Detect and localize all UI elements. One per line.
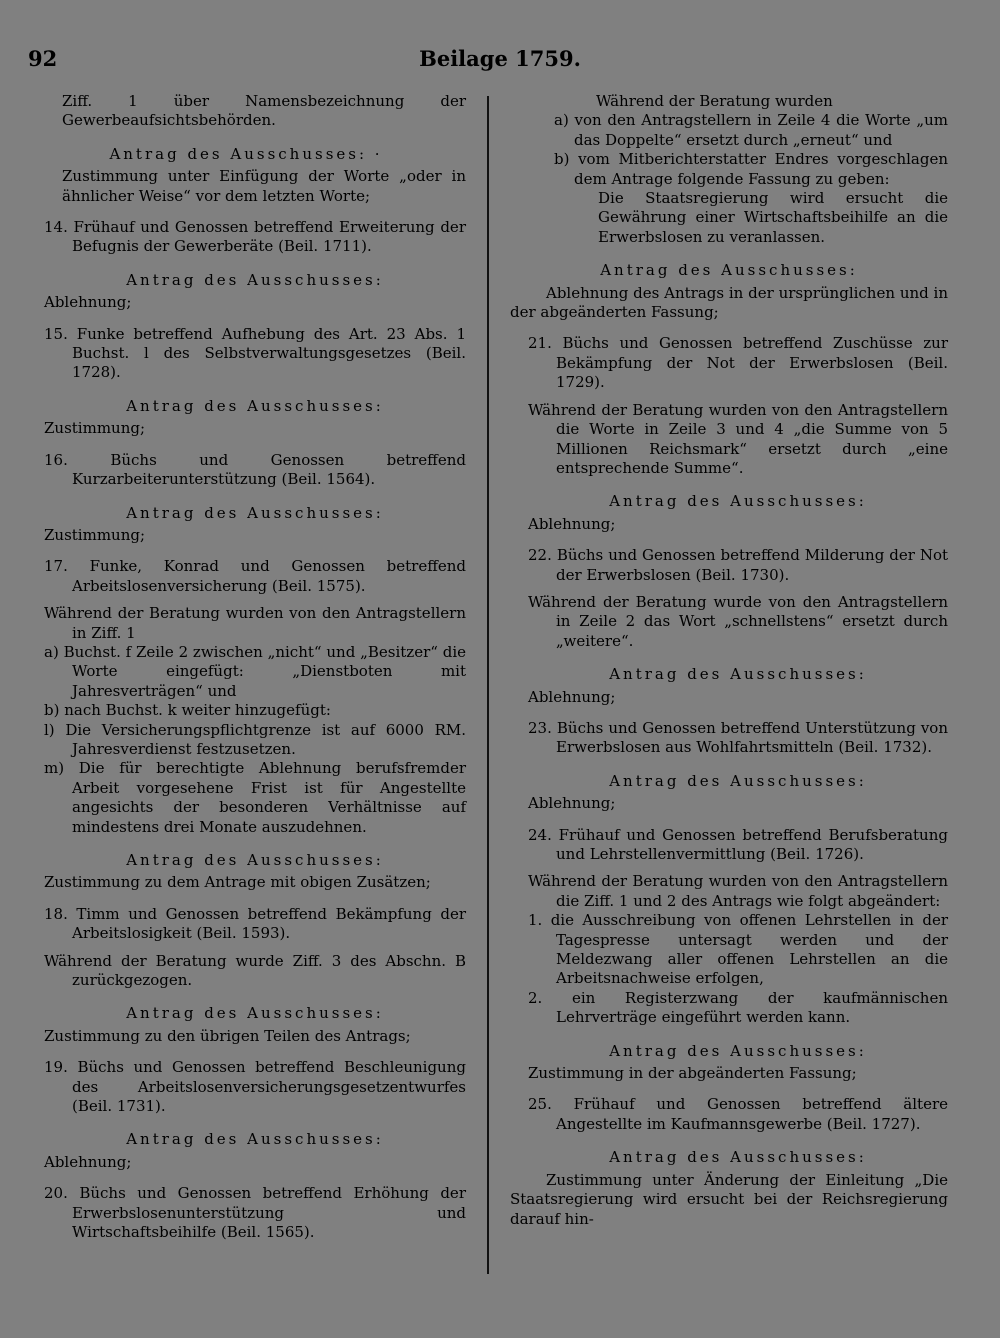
- motion-text: Zustimmung unter Einfügung der Worte „oder in ähnlicher Weise“ vor dem letzten Worte;: [62, 167, 466, 205]
- motion-text: Zustimmung unter Änderung der Einleitung „Die Staatsregierung wird ersucht bei der Reichsregierung darauf hin-: [510, 1170, 948, 1228]
- right-column: [510, 92, 948, 1229]
- list-item: [26, 325, 466, 439]
- item-number: 22.: [528, 546, 552, 565]
- list-item: [510, 334, 948, 534]
- item-text: Timm und Genossen betreffend Bekämpfung der Arbeitslosigkeit (Beil. 1593).: [72, 904, 466, 943]
- item-number: 14.: [44, 218, 68, 237]
- item-text: Büchs und Genossen betreffend Zuschüsse zur Bekämpfung der Not der Erwerbslosen (Beil. 1729).: [556, 334, 948, 392]
- motion-heading: Antrag des Ausschusses:: [126, 503, 384, 522]
- motion-heading: Antrag des Ausschusses:: [609, 1041, 867, 1060]
- deliberation-note: Während der Beratung wurden: [596, 92, 833, 110]
- motion-heading: Antrag des Ausschusses:: [126, 396, 384, 415]
- item-text: Frühauf und Genossen betreffend Berufsberatung und Lehrstellenvermittlung (Beil. 1726).: [556, 825, 948, 863]
- motion-text: Zustimmung;: [44, 419, 146, 438]
- motion-heading: Antrag des Ausschusses:: [600, 261, 858, 280]
- item-text: Büchs und Genossen betreffend Beschleunigung des Arbeitslosenversicherungsgesetzentwurfes (Beil. 1731).: [72, 1058, 466, 1116]
- column-divider: [487, 96, 489, 1274]
- item-text: Büchs und Genossen betreffend Unterstützung von Erwerbslosen aus Wohlfahrtsmitteln (Beil. 1732).: [556, 718, 948, 757]
- motion-heading: Antrag des Ausschusses:: [126, 1130, 384, 1149]
- motion-heading: Antrag des Ausschusses:: [609, 665, 867, 684]
- item-text: Frühauf und Genossen betreffend ältere Angestellte im Kaufmannsgewerbe (Beil. 1727).: [556, 1095, 948, 1133]
- motion-heading: Antrag des Ausschusses:: [609, 492, 867, 511]
- motion-text: Ablehnung des Antrags in der ursprünglichen und in der abgeänderten Fassung;: [510, 283, 948, 322]
- item-number: 16.: [44, 450, 68, 469]
- motion-heading: Antrag des Ausschusses:: [126, 851, 384, 869]
- item-text: Funke, Konrad und Genossen betreffend Arbeitslosenversicherung (Beil. 1575).: [72, 557, 466, 595]
- proposed-wording: Die Staatsregierung wird ersucht die Gewährung einer Wirtschaftsbeihilfe an die Erwerbslosen zu veranlassen.: [598, 189, 948, 246]
- left-column: [26, 92, 466, 1243]
- motion-heading: Antrag des Ausschusses:: [609, 1148, 867, 1167]
- motion-text: Zustimmung zu den übrigen Teilen des Antrags;: [44, 1026, 411, 1045]
- motion-heading: Antrag des Ausschusses:: [609, 771, 867, 790]
- motion-heading: Antrag des Ausschusses:: [126, 270, 384, 289]
- list-item: [26, 218, 466, 313]
- list-item: [26, 1184, 466, 1242]
- motion-text: Ablehnung;: [528, 514, 616, 533]
- sub-point-b: b) nach Buchst. k weiter hinzugefügt:: [44, 701, 331, 720]
- deliberation-note: Während der Beratung wurden von den Antragstellern in Ziff. 1: [44, 604, 466, 642]
- list-item: [26, 451, 466, 546]
- item-text: Büchs und Genossen betreffend Erhöhung der Erwerbslosenunterstützung und Wirtschaftsbeihilfe (Beil. 1565).: [72, 1184, 466, 1242]
- sub-point-l: l) Die Versicherungspflichtgrenze ist auf 6000 RM. Jahresverdienst festzusetzen.: [44, 720, 466, 758]
- list-item: [510, 826, 948, 1084]
- deliberation-note: Während der Beratung wurden von den Antragstellern die Ziff. 1 und 2 des Antrags wie folgt abgeändert:: [528, 872, 948, 910]
- motion-text: Ablehnung;: [44, 293, 132, 312]
- motion-heading: Antrag des Ausschusses:: [126, 1004, 384, 1023]
- item-number: 21.: [528, 334, 552, 353]
- list-item: [510, 546, 948, 707]
- deliberation-note: Während der Beratung wurde von den Antragstellern in Zeile 2 das Wort „schnellstens“ ersetzt durch „weitere“.: [528, 592, 948, 650]
- motion-heading: Antrag des Ausschusses: ·: [109, 144, 383, 163]
- motion-text: Ablehnung;: [528, 687, 616, 706]
- motion-text: Zustimmung in der abgeänderten Fassung;: [528, 1064, 857, 1083]
- item-text: Büchs und Genossen betreffend Milderung der Not der Erwerbslosen (Beil. 1730).: [556, 546, 948, 584]
- deliberation-note: Während der Beratung wurde Ziff. 3 des Abschn. B zurückgezogen.: [44, 951, 466, 990]
- list-item: [26, 1058, 466, 1172]
- deliberation-note: Während der Beratung wurden von den Antragstellern die Worte in Zeile 3 und 4 „die Summe von 5 Millionen Reichsmark“ ersetzt durch „eine entsprechende Summe“.: [528, 400, 948, 477]
- list-item: [26, 557, 466, 893]
- sub-point-m: m) Die für berechtigte Ablehnung berufsfremder Arbeit vorgesehene Frist ist für Angestellte angesichts der besonderen Verhältnisse auf mindestens drei Monate auszudehnen.: [44, 759, 466, 836]
- motion-text: Ablehnung;: [44, 1152, 132, 1171]
- motion-text: Zustimmung;: [44, 525, 146, 544]
- sub-point-b: b) vom Mitberichterstatter Endres vorgeschlagen dem Antrage folgende Fassung zu geben:: [554, 150, 948, 188]
- item-number: 17.: [44, 557, 68, 576]
- item-number: 15.: [44, 324, 68, 343]
- page-number: 92: [28, 46, 58, 71]
- motion-text: Ablehnung;: [528, 794, 616, 813]
- intro-text: Ziff. 1 über Namensbezeichnung der Gewerbeaufsichtsbehörden.: [62, 92, 466, 130]
- sub-point-2: 2. ein Registerzwang der kaufmännischen Lehrverträge eingeführt werden kann.: [528, 988, 948, 1027]
- item-text: Funke betreffend Aufhebung des Art. 23 Abs. 1 Buchst. l des Selbstverwaltungsgesetzes (Beil. 1728).: [72, 324, 466, 382]
- sub-point-a: a) Buchst. f Zeile 2 zwischen „nicht“ und „Besitzer“ die Worte eingefügt: „Dienstboten mit Jahresverträgen“ und: [44, 642, 466, 700]
- item-number: 24.: [528, 825, 552, 844]
- item-text: Frühauf und Genossen betreffend Erweiterung der Befugnis der Gewerberäte (Beil. 1711).: [72, 218, 466, 256]
- list-item: [26, 905, 466, 1046]
- item-number: 20.: [44, 1184, 68, 1203]
- item-number: 19.: [44, 1058, 68, 1077]
- item-number: 18.: [44, 904, 68, 923]
- item-number: 25.: [528, 1095, 552, 1114]
- sub-point-a: a) von den Antragstellern in Zeile 4 die Worte „um das Doppelte“ ersetzt durch „erneut“ und: [554, 111, 948, 149]
- motion-text: Zustimmung zu dem Antrage mit obigen Zusätzen;: [44, 873, 431, 892]
- sub-point-1: 1. die Ausschreibung von offenen Lehrstellen in der Tagespresse untersagt werden und der Meldezwang aller offenen Lehrstellen an die Arbeitsnachweise erfolgen,: [528, 911, 948, 988]
- list-item: [510, 1095, 948, 1228]
- list-item: [510, 719, 948, 814]
- page-title: Beilage 1759.: [419, 46, 581, 71]
- item-text: Büchs und Genossen betreffend Kurzarbeiterunterstützung (Beil. 1564).: [72, 450, 466, 489]
- item-number: 23.: [528, 718, 552, 737]
